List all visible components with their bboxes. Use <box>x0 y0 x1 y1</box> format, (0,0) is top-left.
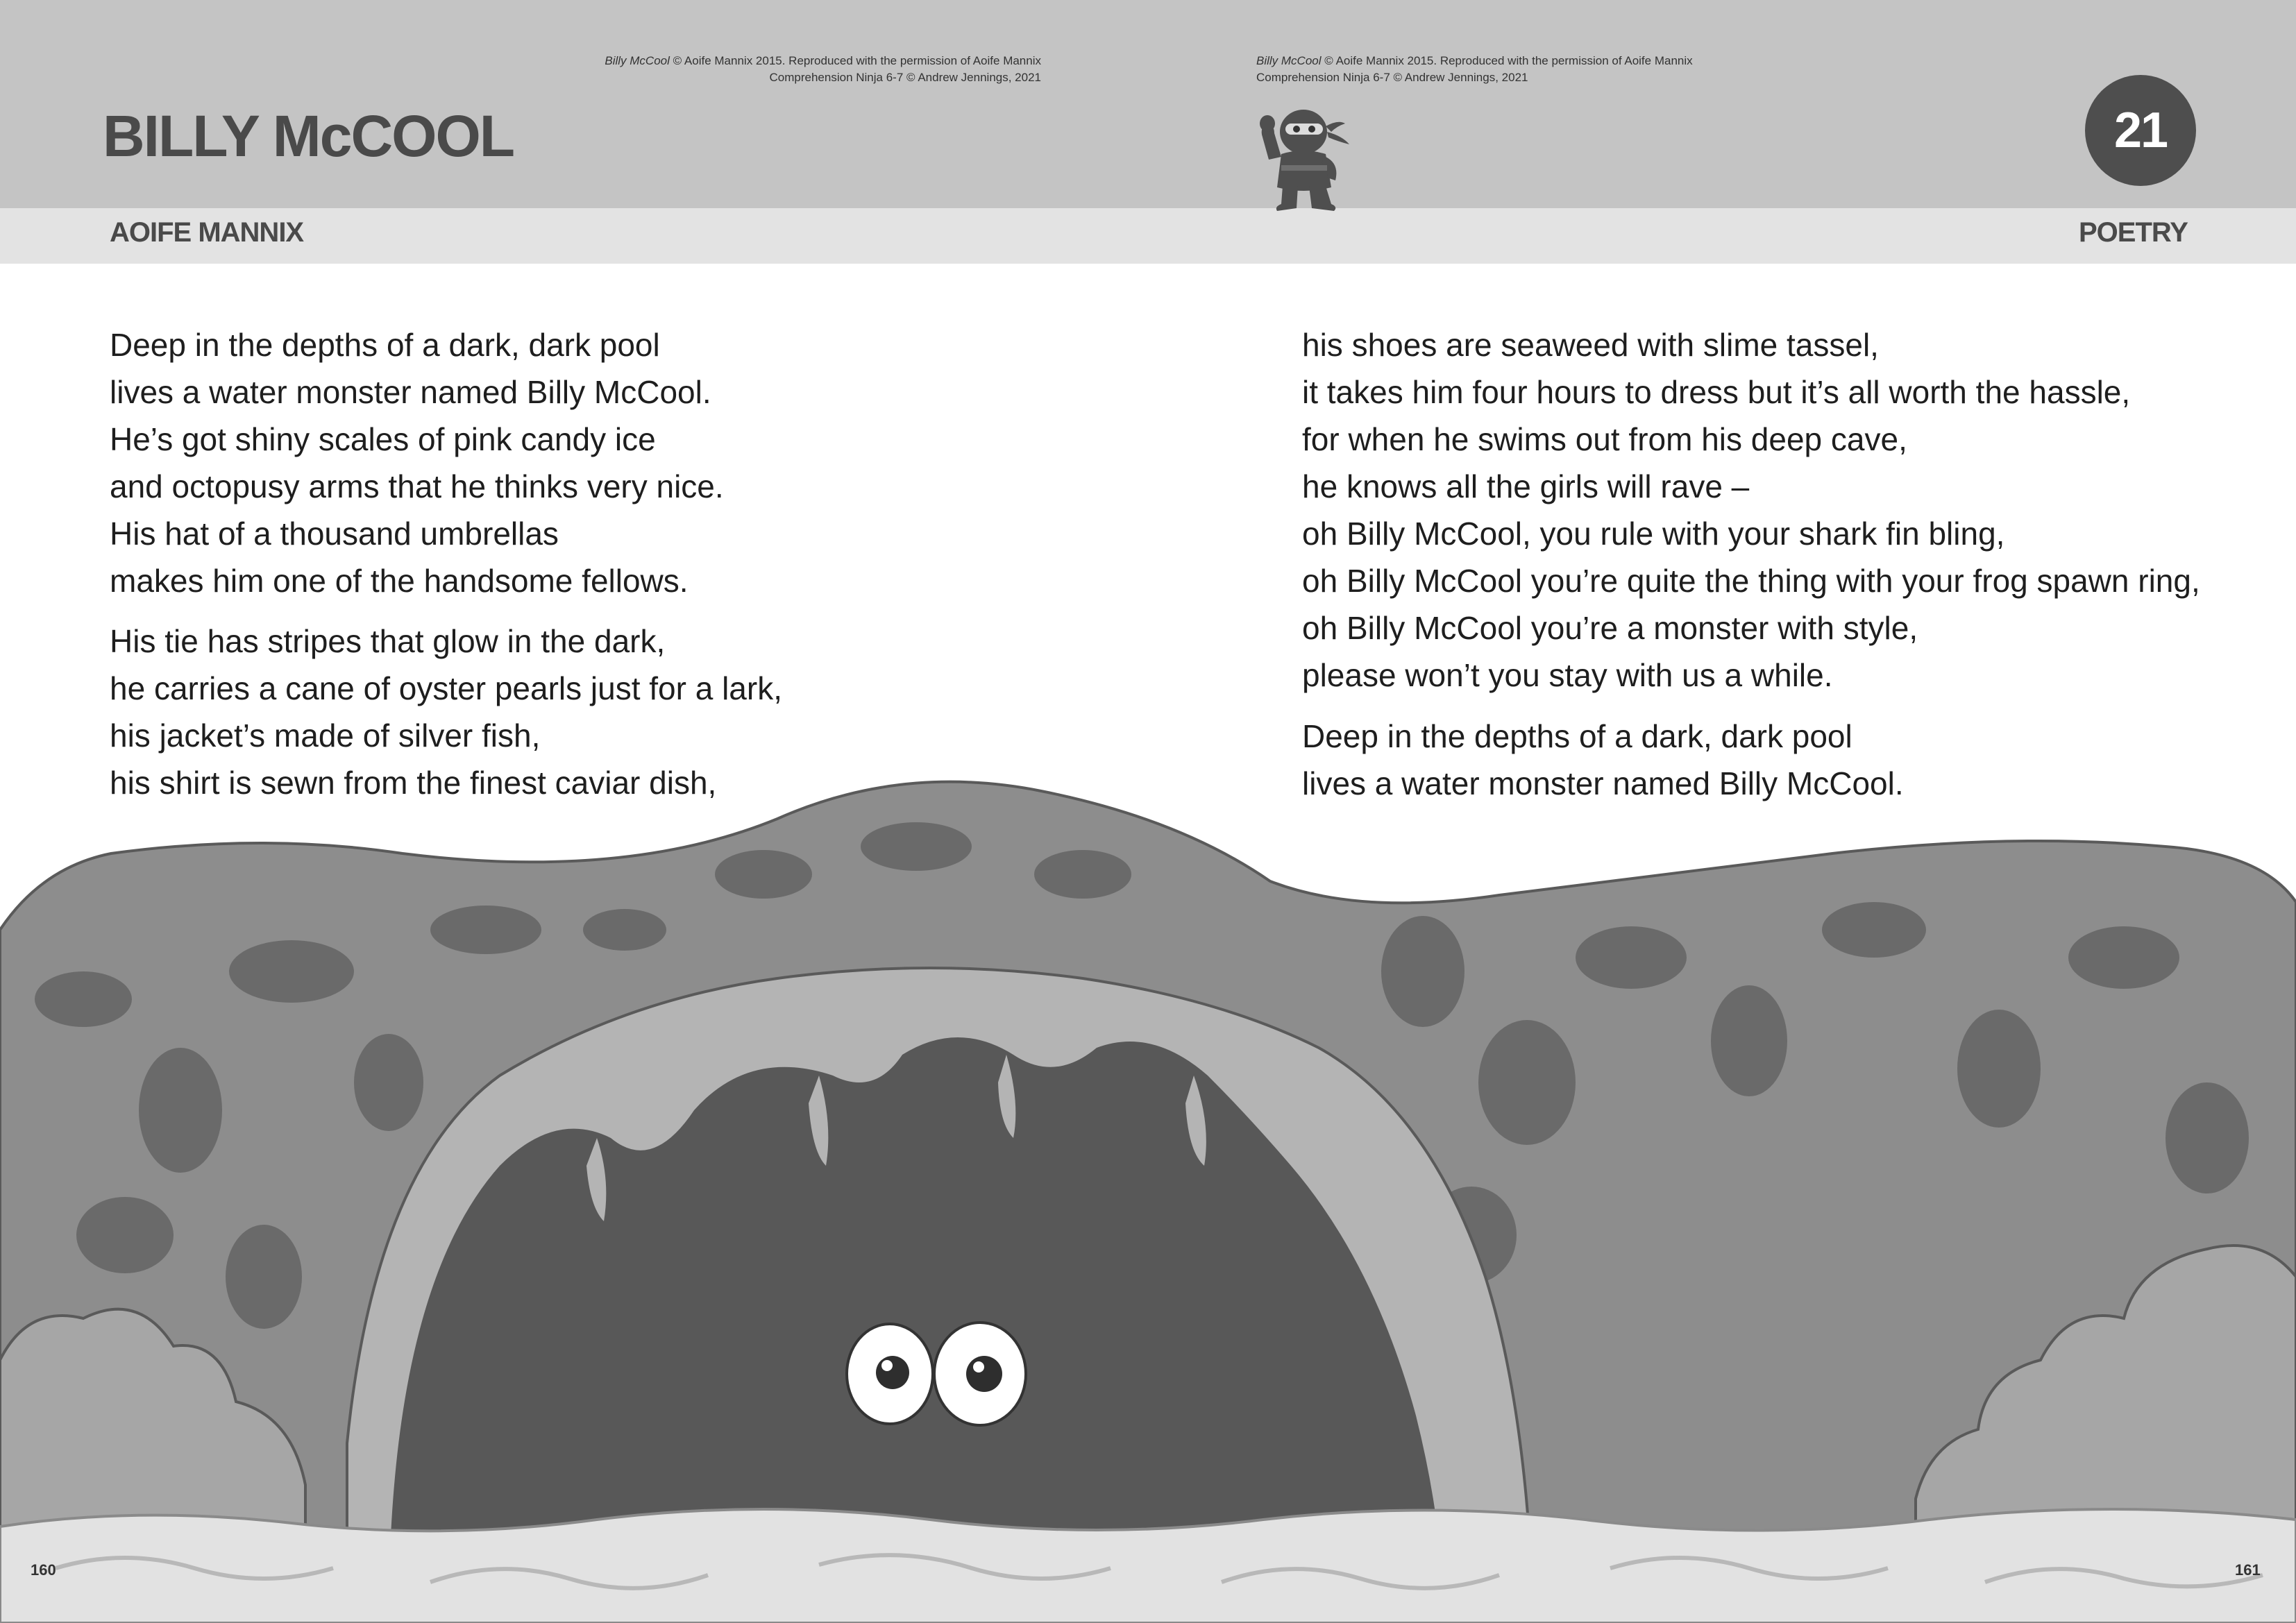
poem-line: and octopusy arms that he thinks very nice. <box>110 468 724 504</box>
poem-line: makes him one of the handsome fellows. <box>110 563 689 599</box>
poem-line: for when he swims out from his deep cave, <box>1302 421 1907 457</box>
credit-poem-title: Billy McCool <box>605 54 670 67</box>
poem-line: lives a water monster named Billy McCool. <box>1302 765 1904 801</box>
poem-line: it takes him four hours to dress but it’s all worth the hassle, <box>1302 374 2131 410</box>
credit-line1: © Aoife Mannix 2015. Reproduced with the permission of Aoife Mannix <box>669 54 1041 67</box>
credit-line2: Comprehension Ninja 6-7 © Andrew Jennings, 2021 <box>1256 71 1528 84</box>
underwater-cave-illustration <box>0 749 2296 1623</box>
poem-line: Deep in the depths of a dark, dark pool <box>110 327 660 363</box>
poem-line: Deep in the depths of a dark, dark pool <box>1302 718 1852 754</box>
poem-line: oh Billy McCool, you rule with your shark fin bling, <box>1302 516 2005 552</box>
poem-line: lives a water monster named Billy McCool. <box>110 374 711 410</box>
genre-label: POETRY <box>2079 217 2188 248</box>
poem-line: he carries a cane of oyster pearls just for a lark, <box>110 670 782 706</box>
credit-poem-title: Billy McCool <box>1256 54 1322 67</box>
poem-stanza-3 <box>1302 321 2200 699</box>
poem-line: He’s got shiny scales of pink candy ice <box>110 421 656 457</box>
poem-line: His hat of a thousand umbrellas <box>110 516 559 552</box>
page-number-right: 161 <box>2235 1561 2261 1579</box>
poem-line: his shirt is sewn from the finest caviar dish, <box>110 765 717 801</box>
poem-stanza-1 <box>110 321 724 604</box>
ninja-mascot-icon <box>1253 96 1358 214</box>
credit-line1: © Aoife Mannix 2015. Reproduced with the permission of Aoife Mannix <box>1321 54 1693 67</box>
poem-line: oh Billy McCool you’re a monster with style, <box>1302 610 1918 646</box>
page-number-left: 160 <box>31 1561 56 1579</box>
poem-title: BILLY McCOOL <box>103 103 514 169</box>
poem-line: his jacket’s made of silver fish, <box>110 717 541 754</box>
poem-line: His tie has stripes that glow in the dark, <box>110 623 666 659</box>
poem-line: his shoes are seaweed with slime tassel, <box>1302 327 1879 363</box>
author-name: AOIFE MANNIX <box>110 217 304 248</box>
unit-number-badge: 21 <box>2085 75 2196 186</box>
subheader-band <box>0 208 2296 264</box>
poem-line: he knows all the girls will rave – <box>1302 468 1750 504</box>
copyright-credit-right <box>1256 53 1825 86</box>
poem-line: oh Billy McCool you’re quite the thing with your frog spawn ring, <box>1302 563 2200 599</box>
credit-line2: Comprehension Ninja 6-7 © Andrew Jennings, 2021 <box>769 71 1041 84</box>
poem-line: please won’t you stay with us a while. <box>1302 657 1833 693</box>
copyright-credit-left <box>472 53 1041 86</box>
